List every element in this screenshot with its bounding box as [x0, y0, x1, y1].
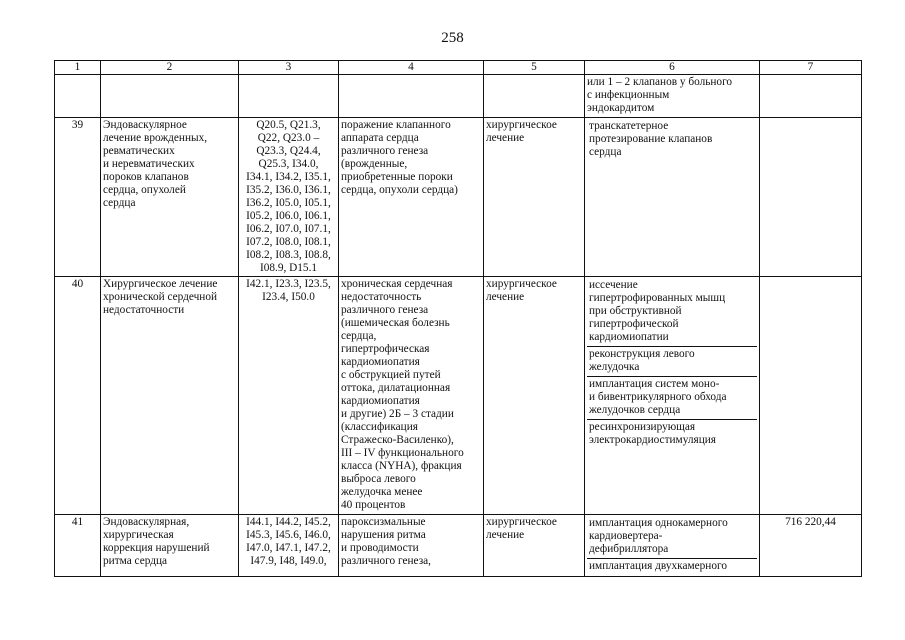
table-row [55, 118, 862, 277]
table-row-continuation [55, 75, 862, 118]
column-number: 1 [55, 61, 101, 75]
treatment-method: имплантация двухкамерного [589, 560, 727, 572]
icd-codes: I42.1, I23.3, I23.5, I23.4, I50.0 [239, 277, 339, 515]
treatment-method: иссечение гипертрофированных мышц при обструктивной гипертрофической кардиомиопатии [587, 278, 757, 347]
treatment-method: реконструкция левого желудочка [587, 347, 757, 377]
table-cell [55, 75, 101, 118]
icd-codes: I44.1, I44.2, I45.2, I45.3, I45.6, I46.0, I47.0, I47.1, I47.2, I47.9, I48, I49.0, [239, 515, 339, 577]
treatment-methods-cell [585, 118, 760, 277]
column-number: 4 [339, 61, 484, 75]
column-number-row [55, 61, 862, 75]
price-cell [760, 118, 862, 277]
medical-care-table [54, 60, 862, 577]
treatment-type: хирургическое лечение [484, 515, 585, 577]
table-cell [760, 75, 862, 118]
patient-model: хроническая сердечная недостаточность различного генеза (ишемическая болезнь сердца, гипертрофическая кардиомиопатия с обструкцией путей оттока, дилатационная кардиомиопатия и другие) 2Б – 3 стадии (классификация Стражеско-Василенко), III – IV функционального класса (NYHA), фракция выброса левого желудочка менее 40 процентов [339, 277, 484, 515]
treatment-methods-cell [585, 277, 760, 515]
care-type-name: Эндоваскулярное лечение врожденных, ревматических и неревматических пороков клапанов сердца, опухолей сердца [101, 118, 239, 277]
page-number: 258 [441, 30, 464, 46]
row-number: 41 [55, 515, 101, 577]
treatment-method: транскатетерное протезирование клапанов сердца [589, 120, 713, 158]
column-number: 5 [484, 61, 585, 75]
treatment-type: хирургическое лечение [484, 277, 585, 515]
row-number: 39 [55, 118, 101, 277]
table-row [55, 515, 862, 577]
treatment-methods-cell [585, 515, 760, 577]
table-cell [339, 75, 484, 118]
icd-codes: Q20.5, Q21.3, Q22, Q23.0 – Q23.3, Q24.4, Q25.3, I34.0, I34.1, I34.2, I35.1, I35.2, I36.0, I36.1, I36.2, I05.0, I05.1, I05.2, I06.0, I06.1, I06.2, I07.0, I07.1, I07.2, I08.0, I08.1, I08.2, I08.3, I08.8, I08.9, D15.1 [239, 118, 339, 277]
patient-model: пароксизмальные нарушения ритма и проводимости различного генеза, [339, 515, 484, 577]
row-number: 40 [55, 277, 101, 515]
care-type-name: Хирургическое лечение хронической сердечной недостаточности [101, 277, 239, 515]
treatment-method: имплантация систем моно- и бивентрикулярного обхода желудочков сердца [587, 377, 757, 420]
table-cell [101, 75, 239, 118]
price-cell: 716 220,44 [760, 515, 862, 577]
treatment-type: хирургическое лечение [484, 118, 585, 277]
table-row [55, 277, 862, 515]
table-cell [239, 75, 339, 118]
treatment-method: ресинхронизирующая электрокардиостимуляция [589, 421, 716, 446]
patient-model: поражение клапанного аппарата сердца различного генеза (врожденные, приобретенные пороки сердца, опухоли сердца) [339, 118, 484, 277]
column-number: 3 [239, 61, 339, 75]
treatment-method: имплантация однокамерного кардиовертера- дефибриллятора [587, 516, 757, 559]
treatment-method-cell: или 1 – 2 клапанов у больного с инфекционным эндокардитом [585, 75, 760, 118]
table-cell [484, 75, 585, 118]
column-number: 2 [101, 61, 239, 75]
price-cell [760, 277, 862, 515]
column-number: 7 [760, 61, 862, 75]
care-type-name: Эндоваскулярная, хирургическая коррекция нарушений ритма сердца [101, 515, 239, 577]
column-number: 6 [585, 61, 760, 75]
